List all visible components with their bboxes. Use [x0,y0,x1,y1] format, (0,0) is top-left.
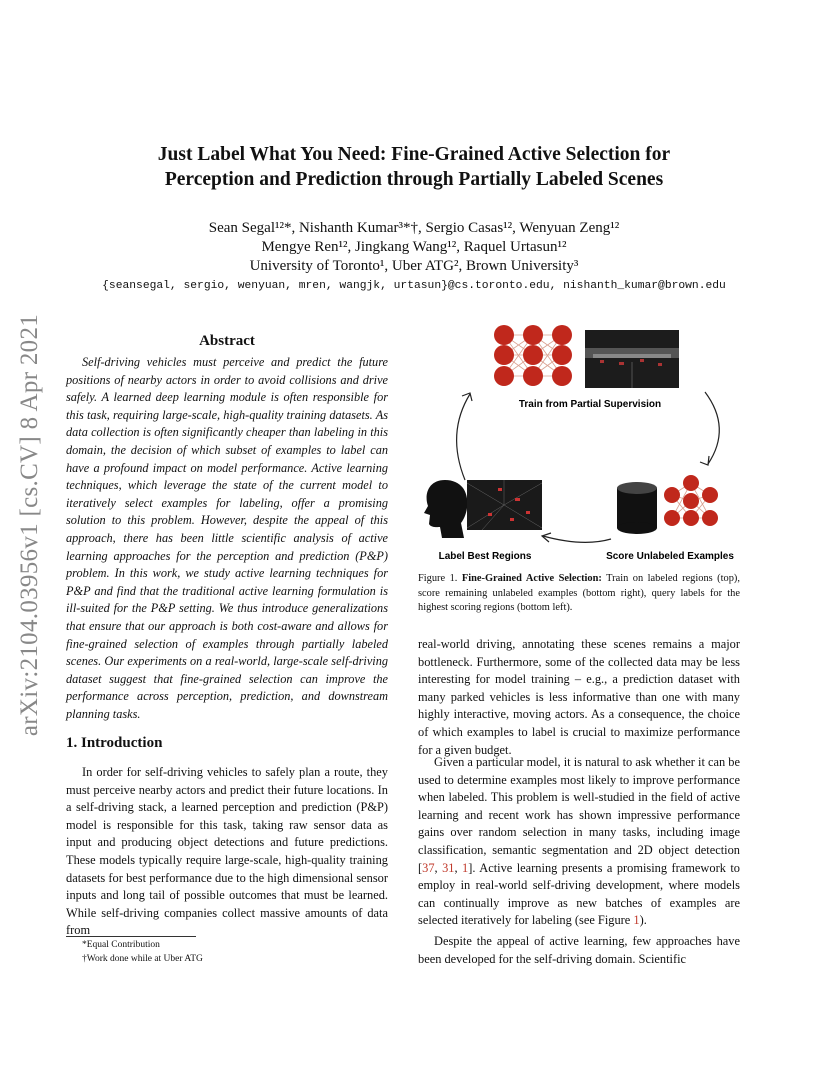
citation-37[interactable]: 37 [422,860,435,875]
footnote-work-done: †Work done while at Uber ATG [82,954,203,964]
paper-title-line-2: Perception and Prediction through Partially Labeled Scenes [164,169,664,190]
top-network-icon [494,325,572,386]
abstract-heading: Abstract [199,333,255,349]
intro-heading: 1. Introduction [66,735,163,751]
caption-bold: Fine-Grained Active Selection: [461,573,602,584]
authors-line-2: Mengye Ren¹², Jingkang Wang¹², Raquel Urtasun¹² [261,239,567,255]
lidar-scene-image-top [585,330,679,388]
right-cycle-arrow [705,392,719,464]
citation-separator: , [434,860,443,875]
lidar-scene-image-bottom [467,480,542,530]
footnote-equal-contribution: *Equal Contribution [82,940,160,950]
arxiv-identifier: arXiv:2104.03956v1 [cs.CV] 8 Apr 2021 [16,313,43,737]
intro-paragraph-1-continued: real-world driving, annotating these scenes remains a major bottleneck. Furthermore, some of the collected data may be less interesting for model training – e.g., a prediction dataset with many parked vehicles is less informative than one with many highly interactive, moving actors. As a consequence, the choice of which examples to label is crucial to maximize performance for a given budget. [418,637,740,757]
footnote-rule [66,936,196,937]
intro-p2-text-c: ). [639,913,647,928]
figure-1-caption [418,572,740,616]
caption-text: Train on labeled regions (top), score remaining unlabeled examples (bottom right), query labels for the highest scoring regions (bottom left). [418,573,740,613]
figure-1-diagram [418,318,740,568]
bottom-network-icon [664,475,718,526]
label-score-unlabeled-examples: Score Unlabeled Examples [606,551,734,562]
citation-1[interactable]: 1 [462,860,469,875]
citation-31[interactable]: 31 [442,860,455,875]
paper-title-line-1: Just Label What You Need: Fine-Grained Active Selection for [157,144,671,165]
human-head-icon [424,480,467,538]
intro-p2-text-a: Given a particular model, it is natural to ask whether it can be used to determine examples most likely to improve performance when labeled. This problem is well-studied in the field of active learning and recent work has shown impressive performance gains over random selection in many tasks, including image classification, semantic segmentation and 2D object detection [ [418,755,740,875]
abstract-text: Self-driving vehicles must perceive and predict the future positions of nearby actors in order to avoid collisions and drive safely. A learned deep learning module is often responsible for this task, requiring large-scale, high-quality training datasets. As data collection is often significantly cheaper than labeling in this domain, the decision of which subset of examples to label can have a profound impact on model performance. Active learning techniques, which leverage the state of the current model to iteratively select examples for labeling, offer a promising solution to this problem. However, despite the appeal of this approach, there has been little scientific analysis of active learning approaches for the perception and prediction (P&P) problem. In this work, we study active learning techniques for P&P and find that the traditional active learning formulation is ill-suited for the P&P setting. We thus introduce generalizations that ensure that our approach is both cost-aware and allows for fine-grained selection of examples through partially labeled scenes. Our experiments on a real-world, large-scale self-driving dataset suggest that fine-grained selection can improve the performance across perception, prediction, and downstream planning tasks. [66,355,388,721]
figure-1-reference[interactable]: 1 [633,913,640,928]
label-label-best-regions: Label Best Regions [438,551,532,562]
intro-p2-text-b: ]. Active learning presents a promising framework to employ in real-world self-driving development, where models can continually improve as new batches of examples are selected iteratively for labeling (see Figure [418,860,740,928]
database-icon [617,482,657,534]
intro-paragraph-3: Despite the appeal of active learning, few approaches have been developed for the self-driving domain. Scientific [418,934,740,966]
citation-separator: , [454,860,463,875]
bottom-cycle-arrow [543,536,611,542]
affiliations: University of Toronto¹, Uber ATG², Brown University³ [249,258,579,274]
intro-paragraph-1: In order for self-driving vehicles to safely plan a route, they must perceive nearby actors and predict their future locations. In a self-driving stack, a learned perception and prediction (P&P) model is responsible for this task, taking raw sensor data as input and producing object detections and future predictions. These models typically require large-scale, high-quality training datasets for best performance due to the high dimensional sensor inputs and long tail of possible outcomes that must be learned. While self-driving companies collect massive amounts of data from [66,765,388,938]
left-cycle-arrow [457,394,470,480]
intro-paragraph-2 [418,754,740,930]
arxiv-sidebar [8,290,52,760]
authors-line-1: Sean Segal¹²*, Nishanth Kumar³*†, Sergio Casas¹², Wenyuan Zeng¹² [208,220,620,236]
author-emails: {seansegal, sergio, wenyuan, mren, wangjk, urtasun}@cs.toronto.edu, nishanth_kumar@brown.edu [102,280,726,292]
caption-prefix: Figure 1. [418,573,458,584]
label-train-partial-supervision: Train from Partial Supervision [518,399,662,410]
